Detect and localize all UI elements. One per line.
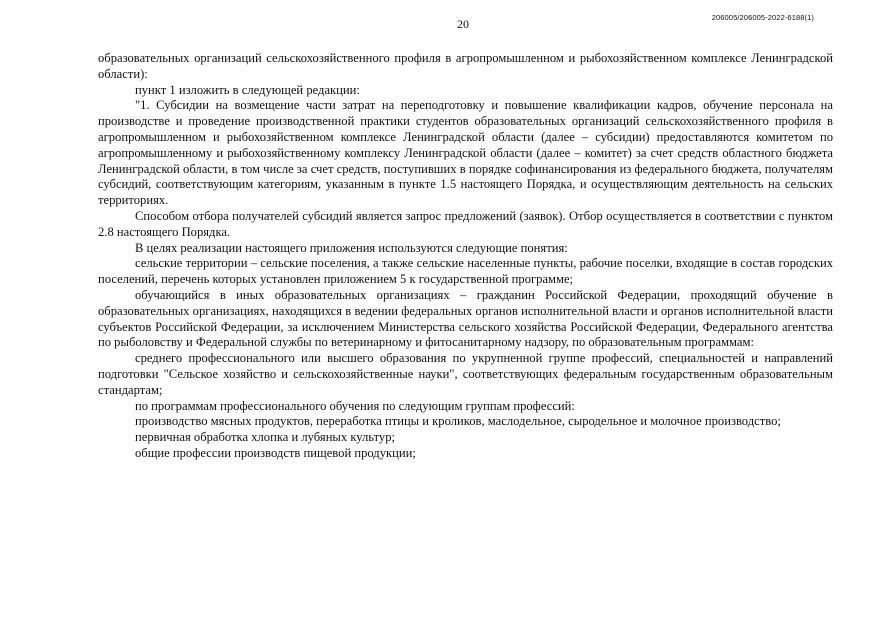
paragraph-continuation: образовательных организаций сельскохозяйственного профиля в агропромышленном и рыбохозяйственном комплексе Ленинградской области): bbox=[98, 51, 833, 81]
page-number: 20 bbox=[457, 17, 469, 31]
paragraph-amendment-intro: пункт 1 изложить в следующей редакции: bbox=[135, 82, 360, 97]
paragraph-selection-method: Способом отбора получателей субсидий является запрос предложений (заявок). Отбор осуществляется в соответствии с пунктом 2.8 настоящего Порядка. bbox=[98, 208, 833, 239]
paragraph-vocational-programs: по программам профессионального обучения по следующим группам профессий: bbox=[135, 398, 575, 413]
paragraph-definitions-intro: В целях реализации настоящего приложения используются следующие понятия: bbox=[135, 240, 568, 255]
paragraph-definition-rural-territories: сельские территории – сельские поселения, а также сельские населенные пункты, рабочие поселки, входящие в состав городских поселений, перечень которых установлен приложением 5 к государственной программе; bbox=[98, 256, 833, 287]
paragraph-clause-1: "1. Субсидии на возмещение части затрат на переподготовку и повышение квалификации кадров, обучение персонала на производстве и проведение производственной практики студентов образовательных организаций сельскохозяйственного профиля в агропромышленном и рыбохозяйственном комплексе Ленинградской области (далее – субсидии) предоставляются комитетом по агропромышленному и рыбохозяйственному комплексу Ленинградской области (далее – комитет) за счет средств областного бюджета Ленинградской области, в том числе за счет средств, поступивших в порядке софинансирования из федерального бюджета, получателям субсидий, соответствующим категориям, указанным в пункте 1.5 настоящего Порядка, и осуществляющим деятельность на сельских территориях. bbox=[98, 98, 833, 208]
list-item-meat-dairy: производство мясных продуктов, переработка птицы и кроликов, маслодельное, сыродельное и молочное производство; bbox=[135, 414, 781, 429]
paragraph-education-programs: среднего профессионального или высшего образования по укрупненной группе профессий, специальностей и направлений подготовки "Сельское хозяйство и сельскохозяйственные науки", соответствующих федеральным государственным образовательным стандартам; bbox=[98, 351, 833, 397]
list-item-cotton-bast: первичная обработка хлопка и лубяных культур; bbox=[135, 430, 395, 445]
document-body bbox=[98, 51, 833, 462]
document-id: 206005/206005-2022-6188(1) bbox=[711, 13, 814, 22]
list-item-food-production: общие профессии производств пищевой продукции; bbox=[135, 445, 416, 460]
paragraph-definition-student: обучающийся в иных образовательных организациях – гражданин Российской Федерации, проходящий обучение в образовательных организациях, находящихся в ведении федеральных органов исполнительной власти и органов исполнительной власти субъектов Российской Федерации, за исключением Министерства сельского хозяйства Российской Федерации, Федерального агентства по рыболовству и Федеральной службы по ветеринарному и фитосанитарному надзору, по образовательным программам: bbox=[98, 287, 833, 350]
